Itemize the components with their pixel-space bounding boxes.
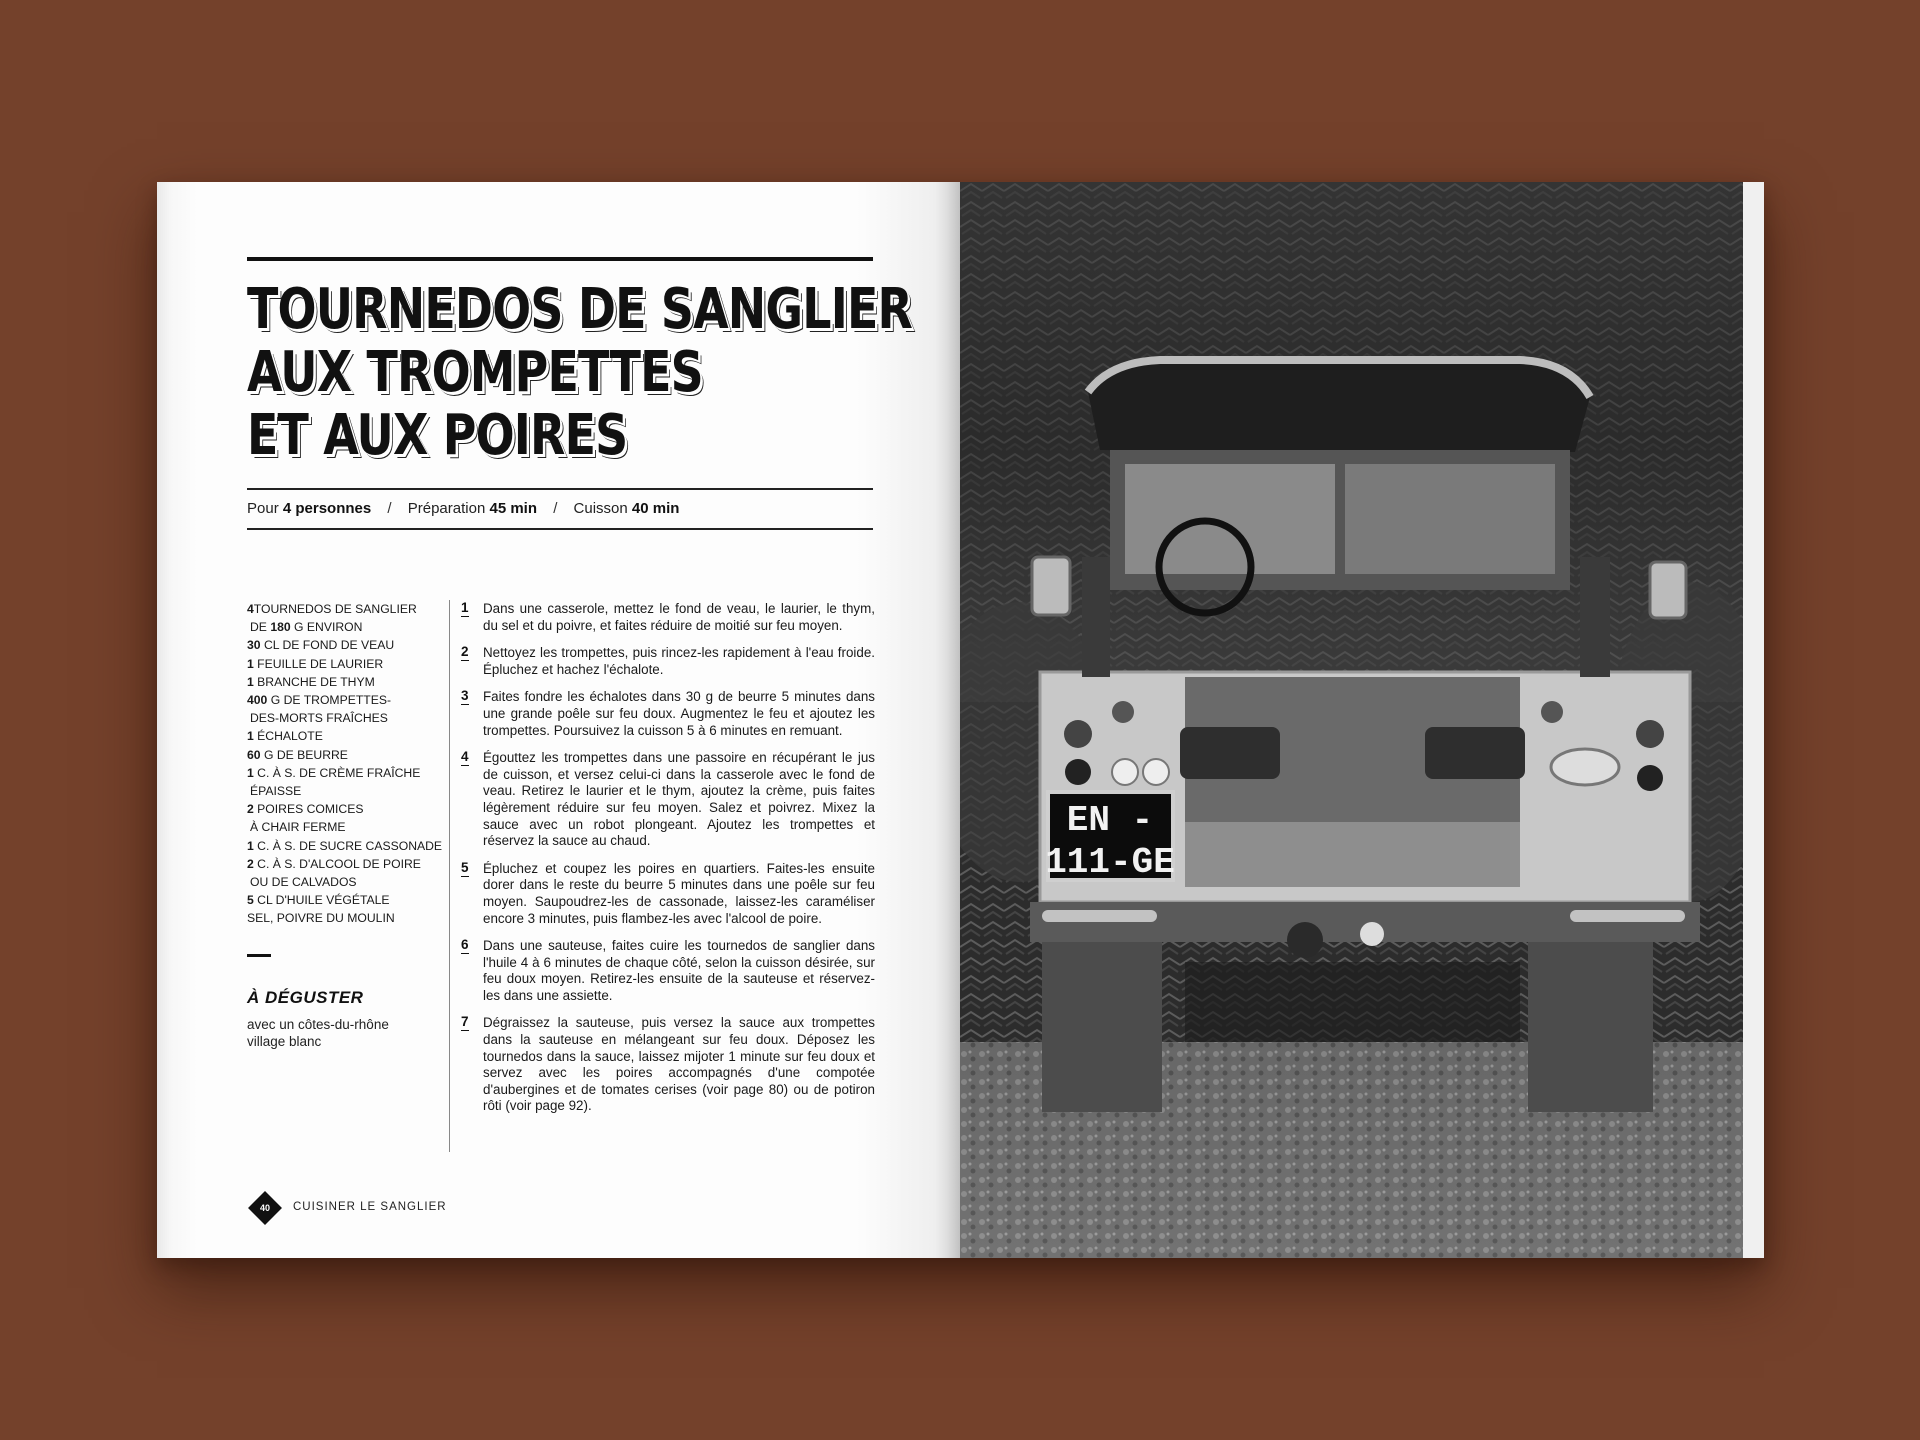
recipe-step — [461, 601, 875, 634]
ingredient-qty: 1 — [247, 838, 254, 853]
section-name: CUISINER LE SANGLIER — [293, 1201, 447, 1213]
meta-separator: / — [387, 500, 392, 517]
recipe-title — [247, 277, 913, 468]
ingredient-text: DE — [250, 620, 271, 635]
step-number: 5 — [461, 859, 469, 875]
ingredient-line — [247, 873, 425, 891]
ingredient-qty: 400 — [247, 693, 268, 708]
recipe-step — [461, 861, 875, 927]
recipe-step — [461, 689, 875, 739]
recipe-step — [461, 750, 875, 850]
serves-value: 4 personnes — [282, 500, 372, 517]
prep-label: Préparation — [407, 500, 486, 517]
ingredient-qty: 1 — [247, 656, 254, 671]
recipe-step — [461, 645, 875, 678]
step-text: Nettoyez les trompettes, puis rincez-les rapidement à l'eau froide. Épluchez et hachez l'échalote. — [483, 645, 875, 677]
meta-separator: / — [553, 500, 558, 517]
recipe-meta — [247, 500, 679, 517]
ingredient-text: G DE TROMPETTES- — [267, 693, 392, 708]
pairing-title: À DÉGUSTER — [247, 988, 364, 1007]
title-line-3: ET AUX POIRES — [247, 403, 628, 468]
ingredient-line — [247, 782, 425, 800]
ingredient-text: DES-MORTS FRAÎCHES — [250, 711, 388, 726]
recipe-step — [461, 938, 875, 1004]
vehicle-photo — [960, 182, 1743, 1258]
step-text: Égouttez les trompettes dans une passoire en récupérant le jus de cuisson, et versez celui-ci dans la casserole avec le fond de veau. Retirez le laurier et le thym, ajoutez la crème, puis faites légèrement réduire sur feu moyen. Salez et poivrez. Mixez la sauce avec un robot plongeant. Ajoutez les trompettes et réservez la sauce au chaud. — [483, 750, 875, 849]
ingredient-line — [247, 909, 425, 927]
left-page — [157, 182, 960, 1258]
title-line-1: TOURNEDOS DE SANGLIER — [247, 277, 913, 342]
step-number: 6 — [461, 937, 469, 953]
ingredient-line — [247, 727, 425, 745]
book-spread — [157, 182, 1764, 1258]
prep-value: 45 min — [489, 500, 538, 517]
step-number: 7 — [461, 1014, 469, 1030]
ingredient-text: CL DE FOND DE VEAU — [260, 638, 395, 653]
ingredient-line — [247, 800, 425, 818]
ingredient-text: SEL, POIVRE DU MOULIN — [247, 911, 395, 926]
ingredient-qty: 1 — [247, 765, 254, 780]
serves-label: Pour — [247, 500, 279, 517]
ingredient-qty: 2 — [247, 802, 254, 817]
ingredient-text: C. À S. DE CRÈME FRAÎCHE — [253, 765, 421, 780]
ingredient-line — [247, 618, 425, 636]
step-text: Dans une casserole, mettez le fond de veau, le laurier, le thym, du sel et du poivre, et faites réduire de moitié sur feu moyen. — [483, 601, 875, 633]
ingredient-qty: 4 — [247, 602, 254, 616]
step-text: Dégraissez la sauteuse, puis versez la sauce aux trompettes dans la sauteuse en mélangeant sur feu doux. Déposez les tournedos dans la sauce, laissez mijoter 1 minute sur feu doux et servez avec les poires accompagnés d'une compotée d'aubergines et de tomates cerises (voir page 80) ou de potiron rôti (voir page 92). — [483, 1015, 875, 1114]
step-number: 1 — [461, 600, 469, 615]
ingredient-text: POIRES COMICES — [253, 802, 364, 817]
plate-line-1: EN - — [1066, 800, 1154, 841]
ingredient-qty: 2 — [247, 856, 254, 871]
cook-label: Cuisson — [573, 500, 628, 517]
right-page — [960, 182, 1764, 1258]
ingredient-line — [247, 764, 425, 782]
step-text: Faites fondre les échalotes dans 30 g de beurre 5 minutes dans une grande poêle sur feu doux. Augmentez le feu et ajoutez les trompettes. Poursuivez la cuisson 5 à 6 minutes en remuant. — [483, 689, 875, 738]
ingredient-qty: 180 — [270, 620, 291, 635]
step-number: 4 — [461, 749, 469, 765]
column-divider — [449, 600, 450, 1152]
step-text: Dans une sauteuse, faites cuire les tournedos de sanglier dans l'huile 4 à 6 minutes de chaque côté, selon la cuisson désirée, sur feu doux moyen. Retirez-les ensuite de la sauteuse et réservez-les dans une assiette. — [483, 938, 875, 1003]
step-number: 2 — [461, 644, 469, 660]
plate-line-2: 111-GE — [1045, 842, 1175, 883]
ingredient-line — [247, 818, 425, 836]
ingredient-text: FEUILLE DE LAURIER — [253, 656, 384, 671]
ingredient-line — [247, 837, 443, 855]
ingredient-qty: 60 — [247, 747, 261, 762]
ingredient-line — [247, 691, 425, 709]
ingredient-line — [247, 891, 425, 909]
ingredient-qty: 1 — [247, 674, 254, 689]
ingredient-line — [247, 746, 425, 764]
ingredient-line — [247, 709, 425, 727]
step-number: 3 — [461, 688, 469, 704]
ingredient-qty: 5 — [247, 893, 254, 908]
ingredient-line — [247, 655, 425, 673]
ingredient-text: ÉCHALOTE — [253, 729, 323, 744]
ingredient-text: OU DE CALVADOS — [250, 875, 357, 890]
gutter-shadow — [935, 182, 960, 1258]
page-number: 40 — [259, 1203, 270, 1213]
ingredient-qty: 30 — [247, 638, 261, 653]
ingredient-text: TOURNEDOS DE SANGLIER — [253, 602, 417, 616]
pairing-rule — [247, 954, 271, 957]
ingredient-text: CL D'HUILE VÉGÉTALE — [253, 893, 390, 908]
pairing-text: avec un côtes-du-rhône village blanc — [247, 1017, 389, 1049]
ingredient-qty: 1 — [247, 729, 254, 744]
ingredient-line — [247, 600, 425, 618]
recipe-step — [461, 1015, 875, 1115]
title-line-2: AUX TROMPETTES — [247, 340, 703, 405]
ingredient-list — [247, 600, 443, 928]
ingredient-text: BRANCHE DE THYM — [253, 674, 375, 689]
ingredient-text: G DE BEURRE — [260, 747, 348, 762]
ingredient-text: ÉPAISSE — [250, 784, 302, 799]
ingredient-line — [247, 855, 425, 873]
step-list — [461, 601, 875, 1126]
meta-bottom-rule — [247, 528, 873, 530]
ingredient-text: C. À S. DE SUCRE CASSONADE — [253, 838, 443, 853]
ingredient-line — [247, 636, 425, 654]
ingredient-text: C. À S. D'ALCOOL DE POIRE — [253, 856, 421, 871]
ingredient-text: G ENVIRON — [290, 620, 363, 635]
meta-top-rule — [247, 488, 873, 490]
title-top-rule — [247, 257, 873, 261]
ingredient-text: À CHAIR FERME — [250, 820, 346, 835]
cook-value: 40 min — [631, 500, 680, 517]
step-text: Épluchez et coupez les poires en quartiers. Faites-les ensuite dorer dans le reste du beurre 5 minutes dans une poêle sur feu moyen. Saupoudrez-les de cassonade, laissez-les caraméliser encore 3 minutes, puis flambez-les avec l'alcool de poire. — [483, 860, 875, 926]
ingredient-line — [247, 673, 425, 691]
